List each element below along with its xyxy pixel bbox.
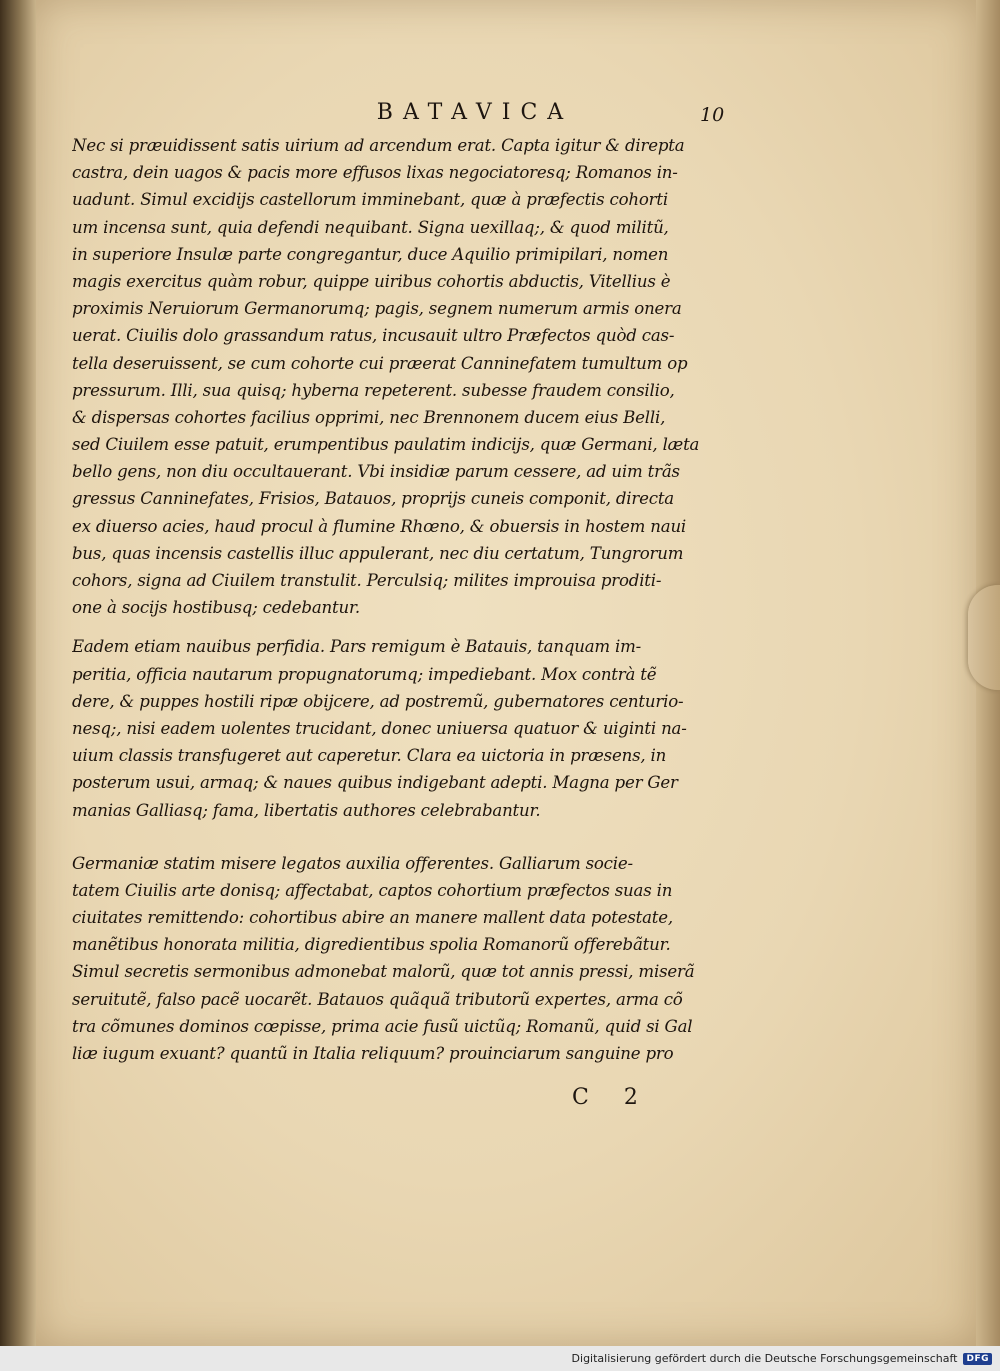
text-line: bello gens, non diu occultauerant. Vbi insidiæ parum cessere, ad uim trãs [72, 462, 680, 482]
text-line: cohors, signa ad Ciuilem transtulit. Perculsiq; milites improuisa proditi- [72, 571, 662, 590]
text-line: tra cõmunes dominos cœpisse, prima acie fusũ uictũq; Romanũ, quid si Gal [72, 1016, 693, 1036]
dfg-logo-icon: DFG [963, 1353, 992, 1365]
text-line: ciuitates remittendo: cohortibus abire an manere mallent data potestate, [72, 908, 673, 928]
text-line: Nec si præuidissent satis uirium ad arcendum erat. Capta igitur & direpta [72, 136, 685, 155]
text-line: seruitutẽ, falso pacẽ uocarẽt. Batauos quãquã tributorũ expertes, arma cõ [72, 989, 683, 1009]
text-line: Eadem etiam nauibus perfidia. Pars remigum è Batauis, tanquam im- [72, 637, 642, 657]
text-line: magis exercitus quàm robur, quippe uiribus cohortis abductis, Vitellius è [72, 271, 671, 291]
text-line: gressus Canninefates, Frisios, Batauos, proprijs cuneis componit, directa [72, 489, 674, 509]
text-line: Germaniæ statim misere legatos auxilia offerentes. Galliarum socie- [72, 853, 633, 873]
paragraph-2 [72, 633, 752, 823]
text-line: in superiore Insulæ parte congregantur, duce Aquilio primipilari, nomen [72, 244, 669, 264]
text-line: & dispersas cohortes facilius opprimi, nec Brennonem ducem eius Belli, [72, 407, 666, 427]
text-line: castra, dein uagos & pacis more effusos lixas negociatoresq; Romanos in- [72, 163, 678, 183]
page-number: 10 [700, 104, 725, 126]
text-line: tella deseruissent, se cum cohorte cui præerat Canninefatem tumultum op [72, 353, 688, 373]
page-tab-marker [968, 585, 1000, 690]
footer-credit: Digitalisierung gefördert durch die Deutsche Forschungsgemeinschaft [571, 1352, 958, 1365]
text-line: proximis Neruiorum Germanorumq; pagis, segnem numerum armis onera [72, 299, 682, 319]
paragraph-1 [72, 132, 752, 621]
text-line: one à socijs hostibusq; cedebantur. [72, 598, 360, 618]
paragraph-3 [72, 850, 752, 1068]
text-line: liæ iugum exuant? quantũ in Italia reliquum? prouinciarum sanguine pro [72, 1044, 674, 1063]
text-line: uadunt. Simul excidijs castellorum imminebant, quæ à præfectis cohorti [72, 190, 668, 210]
text-line: manias Galliasq; fama, libertatis authores celebrabantur. [72, 800, 541, 820]
text-line: bus, quas incensis castellis illuc appulerant, nec diu certatum, Tungrorum [72, 543, 684, 563]
text-line: um incensa sunt, quia defendi nequibant. Signa uexillaq;, & quod militũ, [72, 217, 669, 237]
text-line: manẽtibus honorata militia, digredientibus spolia Romanorũ offerebãtur. [72, 935, 671, 955]
text-line: nesq;, nisi eadem uolentes trucidant, donec uniuersa quatuor & uiginti na- [72, 718, 687, 738]
text-line: dere, & puppes hostili ripæ obijcere, ad postremũ, gubernatores centurio- [72, 691, 684, 711]
text-line: Simul secretis sermonibus admonebat malorũ, quæ tot annis pressi, miserã [72, 962, 695, 982]
text-line: ex diuerso acies, haud procul à flumine Rhœno, & obuersis in hostem naui [72, 516, 687, 536]
text-line: uium classis transfugeret aut caperetur. Clara ea uictoria in præsens, in [72, 746, 667, 766]
text-line: peritia, officia nautarum propugnatorumq; impediebant. Mox contrà tẽ [72, 664, 657, 684]
text-line: uerat. Ciuilis dolo grassandum ratus, incusauit ultro Præfectos quòd cas- [72, 326, 675, 346]
body-text [72, 132, 752, 1067]
running-head: BATAVICA [376, 100, 574, 125]
footer-bar [0, 1346, 1000, 1371]
book-gutter [0, 0, 36, 1371]
text-line: posterum usui, armaq; & naues quibus indigebant adepti. Magna per Ger [72, 773, 678, 793]
text-line: tatem Ciuilis arte donisq; affectabat, captos cohortium præfectos suas in [72, 880, 673, 900]
text-line: sed Ciuilem esse patuit, erumpentibus paulatim indicijs, quæ Germani, læta [72, 435, 700, 455]
text-line: pressurum. Illi, sua quisq; hyberna repeterent. subesse fraudem consilio, [72, 380, 675, 400]
signature-mark: C 2 [572, 1085, 652, 1110]
